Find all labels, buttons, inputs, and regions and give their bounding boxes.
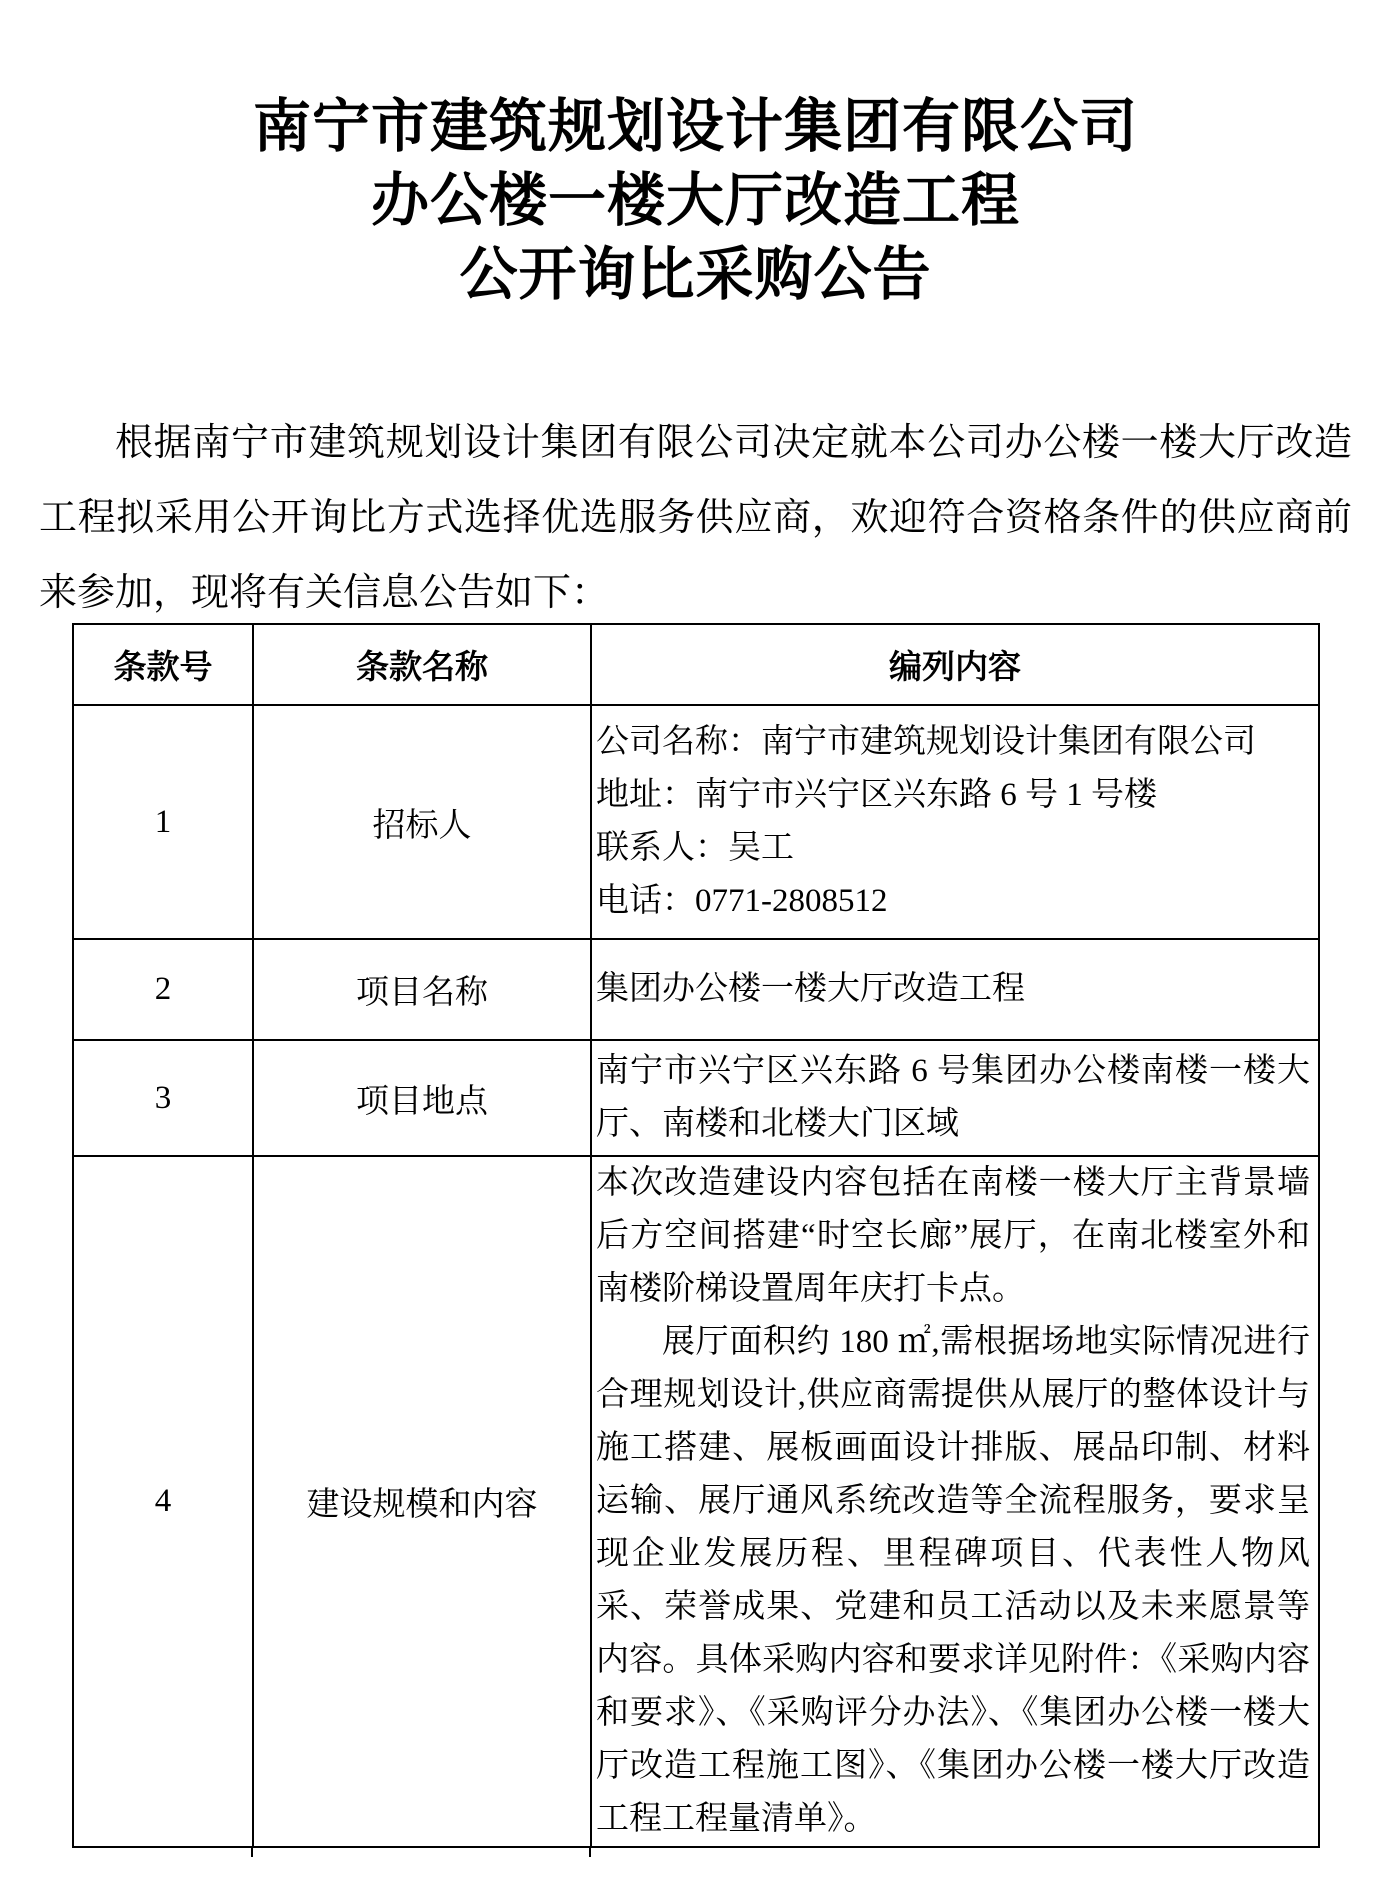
document-title — [39, 90, 1352, 312]
title-line-company: 南宁市建筑规划设计集团有限公司 — [252, 94, 1138, 159]
row4-content — [591, 1156, 1319, 1847]
header-clause-number: 条款号 — [73, 624, 253, 705]
row3-content — [591, 1040, 1319, 1156]
title-line-project: 办公楼一楼大厅改造工程 — [370, 168, 1020, 233]
table-header-row — [73, 624, 1319, 705]
bidder-contact-person: 联系人：吴工 — [596, 830, 794, 866]
bidder-address: 地址：南宁市兴宁区兴东路 6 号 1 号楼 — [596, 777, 1157, 813]
announcement-table — [72, 623, 1320, 1848]
table-row-bidder — [73, 705, 1319, 939]
scale-paragraph-2: 展厅面积约 180 ㎡,需根据场地实际情况进行合理规划设计,供应商需提供从展厅的整体设计与施工搭建、展板画面设计排版、展品印制、材料运输、展厅通风系统改造等全流程服务，要求呈现企业发展历程、里程碑项目、代表性人物风采、荣誉成果、党建和员工活动以及未来愿景等内容。具体采购内容和要求详见附件：《采购内容和要求》、《采购评分办法》、《集团办公楼一楼大厅改造工程施工图》、《集团办公楼一楼大厅改造工程工程量清单》。 — [596, 1324, 1310, 1837]
table-row-project-location — [73, 1040, 1319, 1156]
next-row-border-stub-left — [251, 1847, 253, 1857]
project-location-value: 南宁市兴宁区兴东路 6 号集团办公楼南楼一楼大厅、南楼和北楼大门区域 — [596, 1053, 1310, 1142]
table-row-scale-and-content — [73, 1156, 1319, 1847]
row2-content — [591, 939, 1319, 1040]
scale-paragraph-1: 本次改造建设内容包括在南楼一楼大厅主背景墙后方空间搭建“时空长廊”展厅，在南北楼室外和南楼阶梯设置周年庆打卡点。 — [596, 1165, 1310, 1307]
intro-paragraph: 根据南宁市建筑规划设计集团有限公司决定就本公司办公楼一楼大厅改造工程拟采用公开询比方式选择优选服务供应商，欢迎符合资格条件的供应商前来参加，现将有关信息公告如下： — [39, 422, 1352, 614]
header-clause-name: 条款名称 — [253, 624, 591, 705]
row4-number: 4 — [73, 1156, 253, 1847]
bidder-company-name: 公司名称：南宁市建筑规划设计集团有限公司 — [596, 724, 1256, 760]
row2-name: 项目名称 — [253, 939, 591, 1040]
next-row-border-stub-right — [589, 1847, 591, 1857]
row1-number: 1 — [73, 705, 253, 939]
title-line-announcement: 公开询比采购公告 — [459, 242, 932, 307]
table-row-project-name — [73, 939, 1319, 1040]
row1-name: 招标人 — [253, 705, 591, 939]
header-content: 编列内容 — [591, 624, 1319, 705]
project-name-value: 集团办公楼一楼大厅改造工程 — [596, 971, 1025, 1007]
row3-number: 3 — [73, 1040, 253, 1156]
row4-name: 建设规模和内容 — [253, 1156, 591, 1847]
row1-content — [591, 705, 1319, 939]
row3-name: 项目地点 — [253, 1040, 591, 1156]
bidder-phone: 电话：0771-2808512 — [596, 883, 888, 919]
row2-number: 2 — [73, 939, 253, 1040]
